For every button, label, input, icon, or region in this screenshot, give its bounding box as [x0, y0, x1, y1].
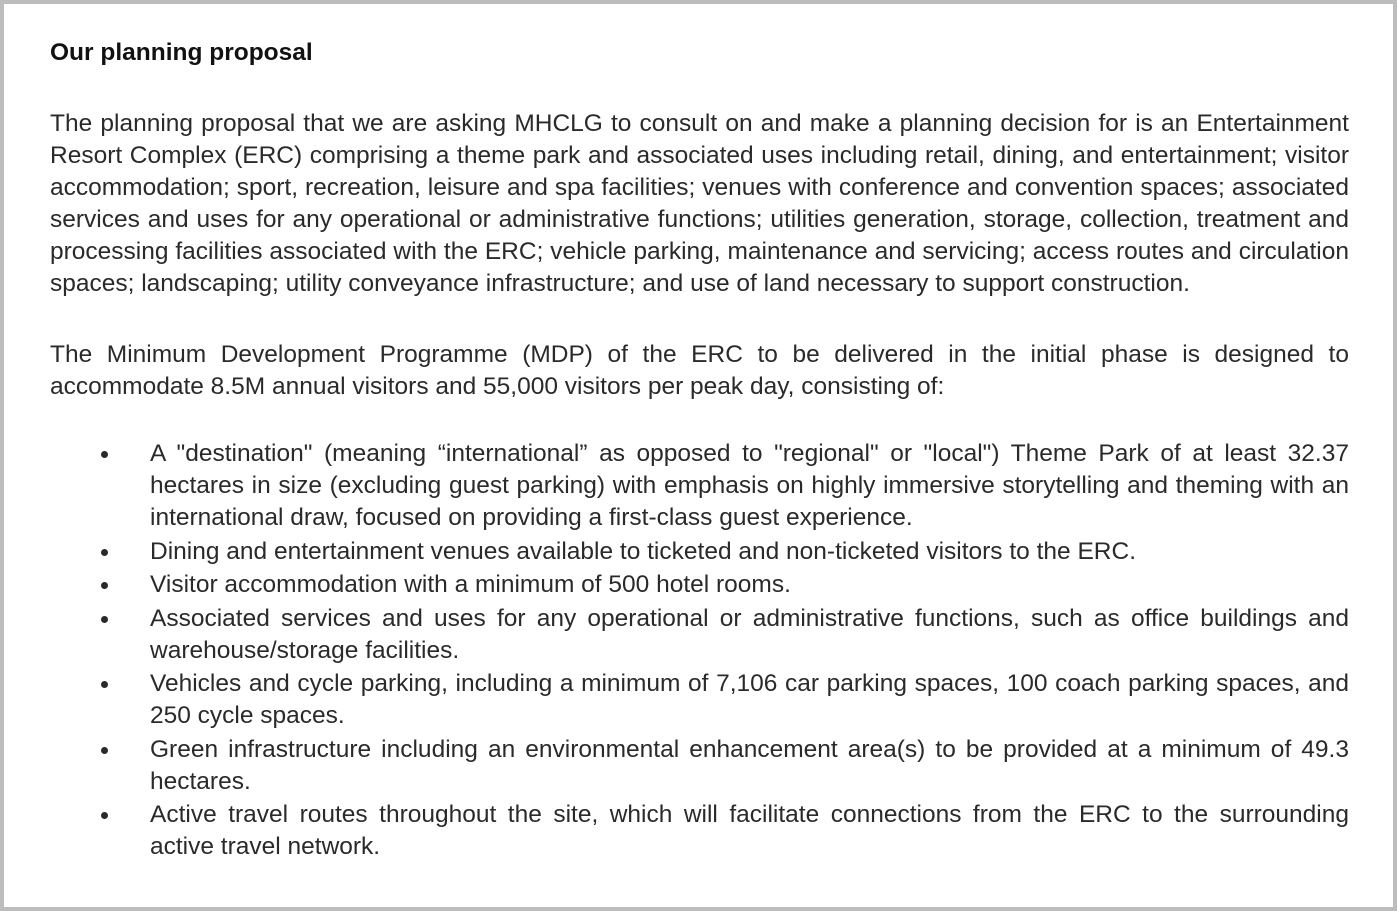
document-body: [50, 37, 1349, 865]
bullet-icon: [101, 747, 108, 754]
bullet-icon: [101, 582, 108, 589]
list-item: [50, 536, 1349, 568]
list-item-text: Visitor accommodation with a minimum of 500 hotel rooms.: [150, 571, 791, 598]
list-item-text: Vehicles and cycle parking, including a minimum of 7,106 car parking spaces, 100 coach parking spaces, and 250 cycle spaces.: [150, 670, 1349, 729]
bullet-icon: [101, 812, 108, 819]
list-item: [50, 668, 1349, 732]
list-item-text: Associated services and uses for any operational or administrative functions, such as office buildings and warehouse/storage facilities.: [150, 604, 1349, 664]
bullet-icon: [101, 616, 108, 623]
list-item: [50, 799, 1349, 863]
list-item: [50, 734, 1349, 798]
list-item: [50, 569, 1349, 601]
bullet-icon: [101, 451, 108, 458]
bullet-icon: [101, 681, 108, 688]
bullet-icon: [101, 549, 108, 556]
mdp-bullet-list: [50, 438, 1349, 863]
list-item-text: Dining and entertainment venues available to ticketed and non-ticketed visitors to the ERC.: [150, 537, 1137, 565]
list-item: [50, 603, 1349, 667]
mdp-paragraph: The Minimum Development Programme (MDP) of the ERC to be delivered in the initial phase is designed to accommodate 8.5M annual visitors and 55,000 visitors per peak day, consisting of:: [50, 341, 1349, 400]
section-heading: Our planning proposal: [50, 39, 313, 66]
list-item-text: Green infrastructure including an environmental enhancement area(s) to be provided at a minimum of 49.3 hectares.: [150, 735, 1349, 795]
list-item: [50, 438, 1349, 534]
list-item-text: Active travel routes throughout the site, which will facilitate connections from the ERC to the surrounding active travel network.: [150, 801, 1349, 860]
list-item-text: A "destination" (meaning “international” as opposed to "regional" or "local") Theme Park of at least 32.37 hectares in size (excluding guest parking) with emphasis on highly immersive storytelling and theming with an international draw, focused on providing a first-class guest experience.: [150, 440, 1349, 531]
intro-paragraph: The planning proposal that we are asking MHCLG to consult on and make a planning decision for is an Entertainment Resort Complex (ERC) comprising a theme park and associated uses including retail, dining, and entertainment; visitor accommodation; sport, recreation, leisure and spa facilities; venues with conference and convention spaces; associated services and uses for any operational or administrative functions; utilities generation, storage, collection, treatment and processing facilities associated with the ERC; vehicle parking, maintenance and servicing; access routes and circulation spaces; landscaping; utility conveyance infrastructure; and use of land necessary to support construction.: [50, 110, 1349, 297]
